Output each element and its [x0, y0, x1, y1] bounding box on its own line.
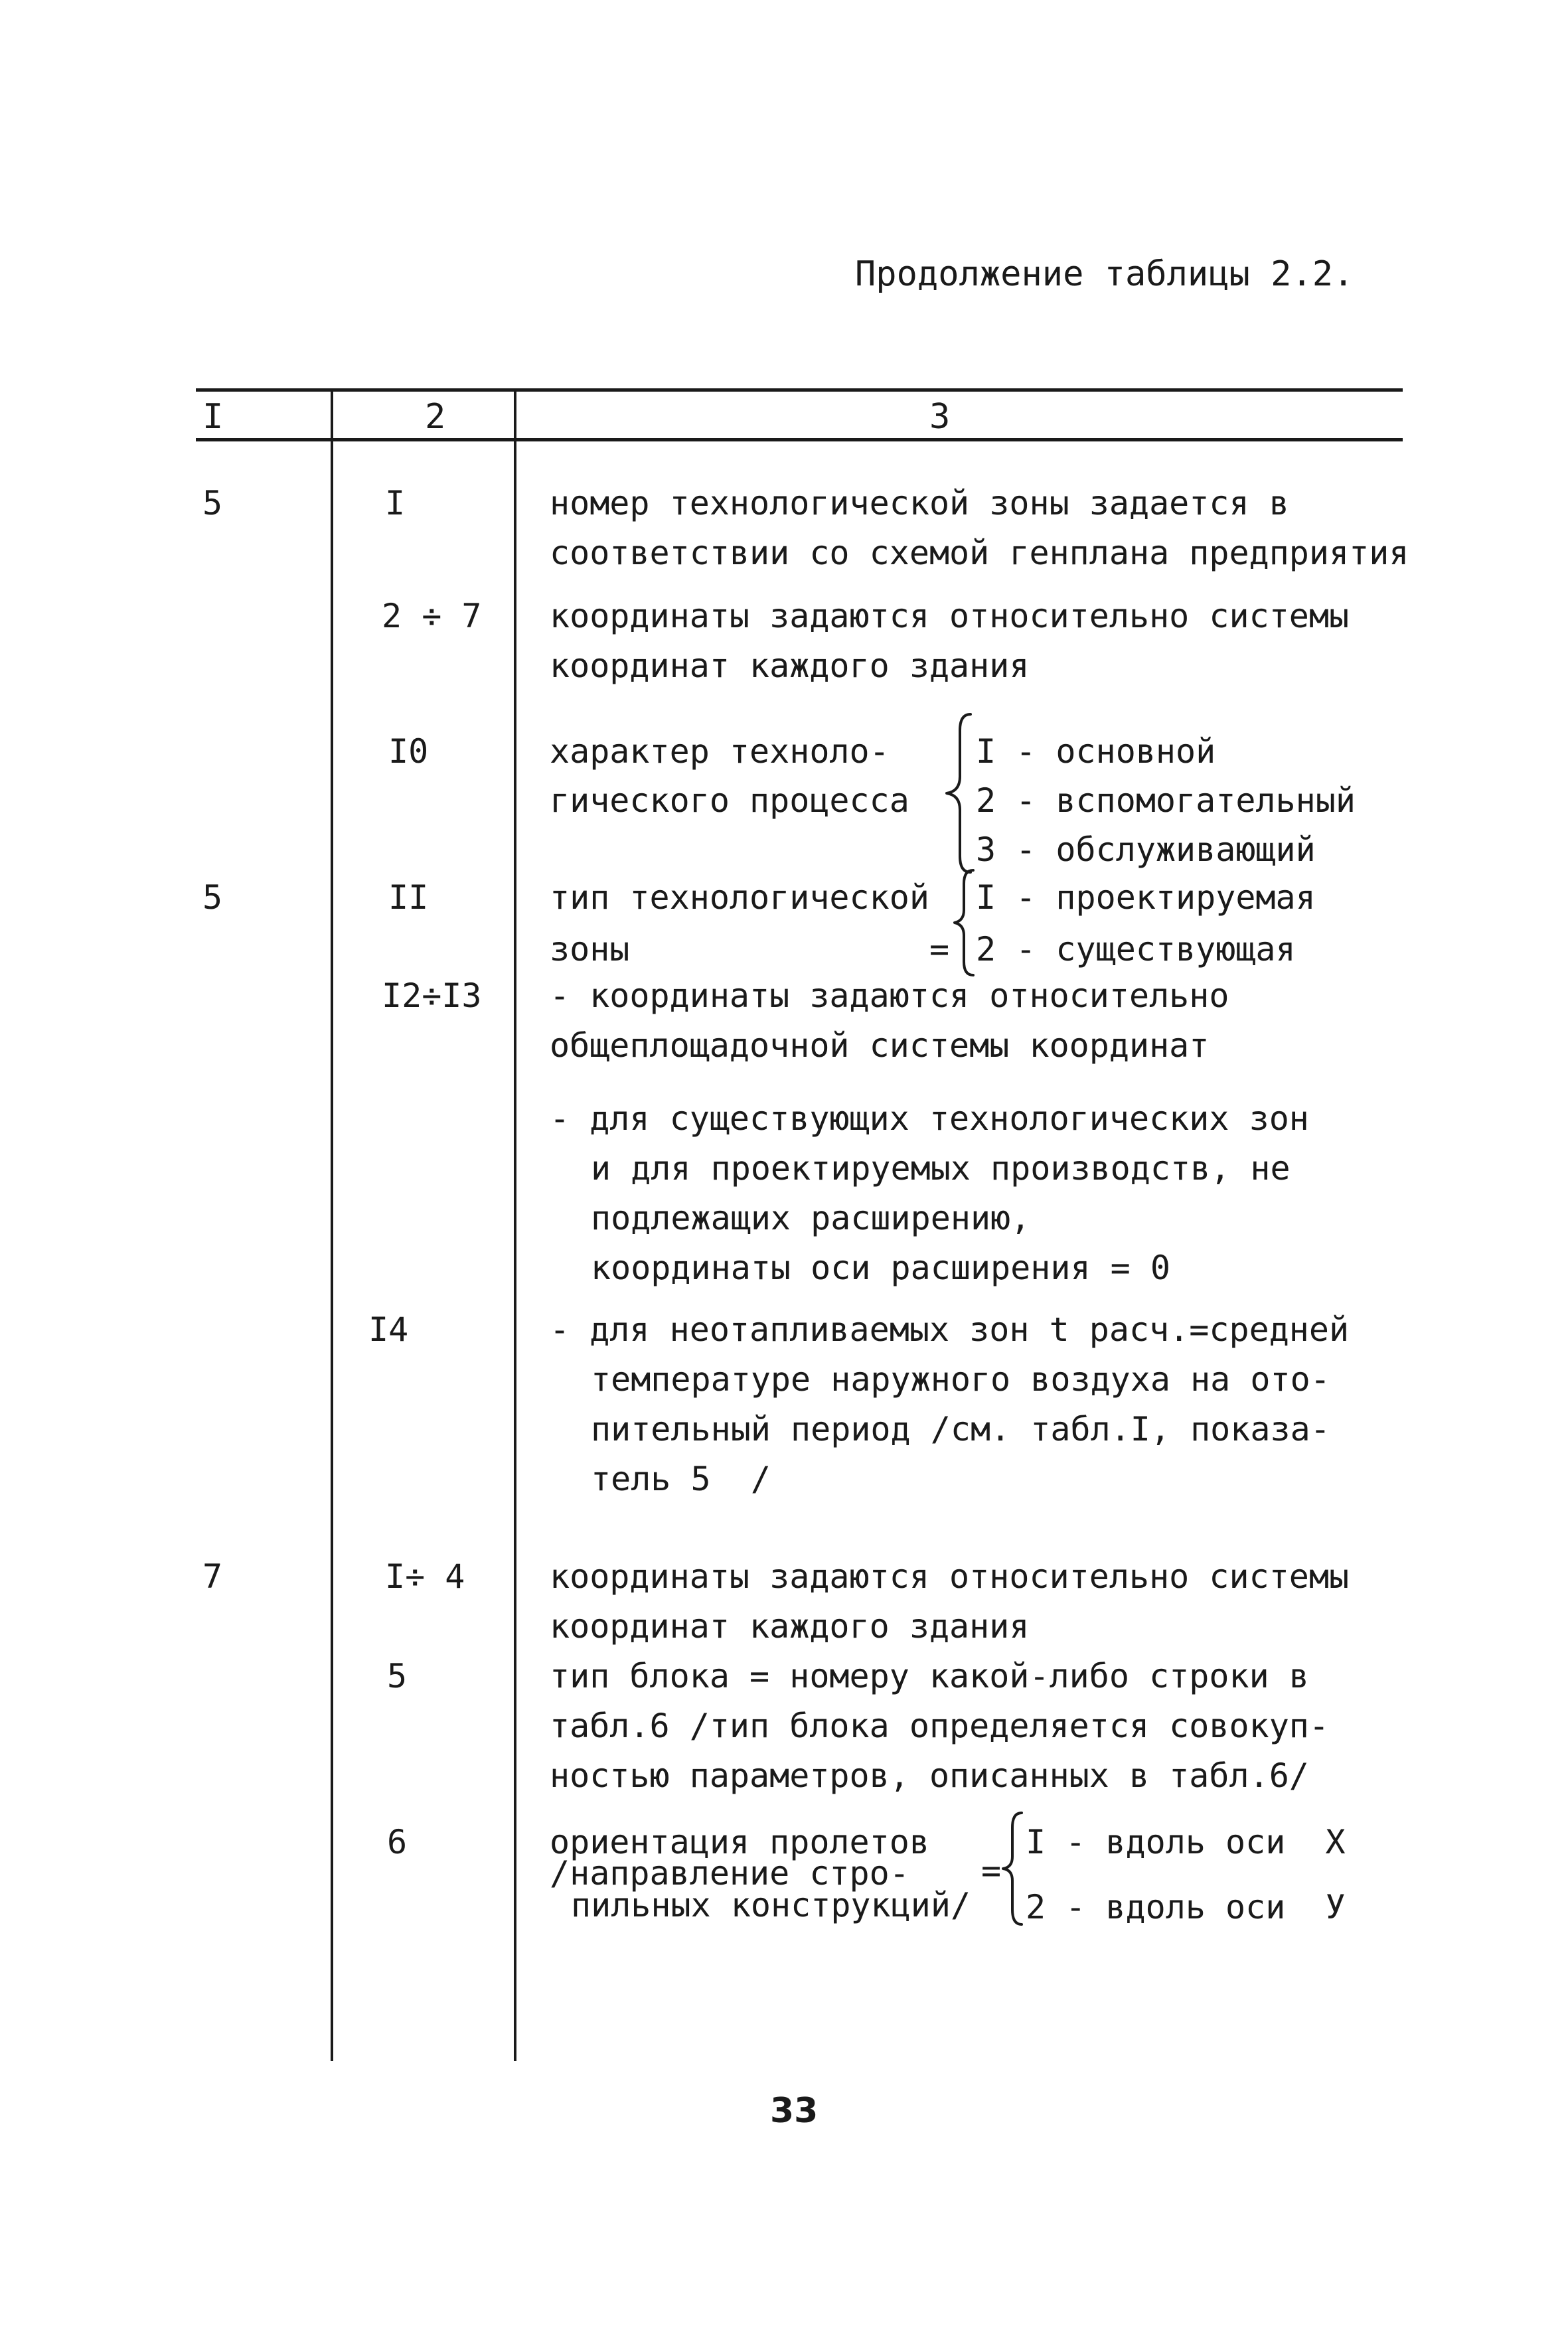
row3-option1: I - основной — [976, 732, 1216, 771]
row6-line4: координаты оси расширения = 0 — [591, 1249, 1170, 1287]
row10-label3: пильных конструкций/ — [571, 1886, 971, 1924]
row3-brace — [941, 710, 975, 876]
row4-label1: тип технологической — [550, 878, 929, 917]
row8-col2: I÷ 4 — [385, 1557, 465, 1596]
row2-col2: 2 ÷ 7 — [382, 597, 482, 635]
column-divider-2 — [514, 388, 516, 2061]
row10-col2: 6 — [387, 1823, 408, 1861]
row6-line3: подлежащих расширению, — [591, 1199, 1031, 1237]
row10-equals: = — [981, 1851, 1002, 1890]
row1-line1: номер технологической зоны задается в — [550, 484, 1289, 522]
table-top-rule — [196, 388, 1403, 392]
row8-col1: 7 — [202, 1557, 223, 1596]
row9-line2: табл.6 /тип блока определяется совокуп- — [550, 1707, 1329, 1745]
row4-option2: 2 - существующая — [976, 930, 1296, 969]
row3-option3: 3 - обслуживающий — [976, 830, 1316, 869]
table-continuation-caption: Продолжение таблицы 2.2. — [855, 254, 1354, 294]
row8-line2: координат каждого здания — [550, 1607, 1030, 1646]
column-header-2: 2 — [425, 397, 446, 437]
row9-line1: тип блока = номеру какой-либо строки в — [550, 1657, 1309, 1695]
row3-col2: I0 — [388, 732, 429, 771]
row7-line1: - для неотапливаемых зон t расч.=средней — [550, 1310, 1350, 1349]
column-header-1: I — [202, 397, 224, 437]
row10-brace — [999, 1809, 1026, 1928]
row7-col2: I4 — [368, 1310, 409, 1349]
row4-equals: = — [929, 930, 950, 969]
table-header-bottom-rule — [196, 438, 1403, 441]
row10-label2: /направление стро- — [550, 1854, 909, 1893]
row3-option2: 2 - вспомогательный — [976, 781, 1356, 820]
row4-brace — [951, 866, 977, 979]
row4-option1: I - проектируемая — [976, 878, 1316, 917]
row7-line2: температуре наружного воздуха на ото- — [591, 1360, 1330, 1399]
row6-line2: и для проектируемых производств, не — [591, 1149, 1291, 1188]
row10-label1: ориентация пролетов — [550, 1823, 929, 1861]
row3-label1: характер техноло- — [550, 732, 890, 771]
row3-label2: гического процесса — [550, 781, 909, 820]
row8-line1: координаты задаются относительно системы — [550, 1557, 1350, 1596]
row7-line3: пительный период /см. табл.I, показа- — [591, 1410, 1330, 1448]
row1-col2: I — [385, 484, 406, 522]
column-divider-1 — [331, 388, 333, 2061]
page-number: 33 — [770, 2091, 819, 2131]
row1-col1: 5 — [202, 484, 223, 522]
row5-line1: - координаты задаются относительно — [550, 976, 1229, 1015]
row6-line1: - для существующих технологических зон — [550, 1099, 1309, 1138]
row9-line3: ностью параметров, описанных в табл.6/ — [550, 1756, 1309, 1795]
row4-col2: II — [388, 878, 429, 917]
row5-col2: I2÷I3 — [382, 976, 482, 1015]
row2-line1: координаты задаются относительно системы — [550, 597, 1350, 635]
row9-col2: 5 — [387, 1657, 408, 1695]
row1-line2: соответствии со схемой генплана предприятия — [550, 534, 1409, 572]
row4-col1: 5 — [202, 878, 223, 917]
row2-line2: координат каждого здания — [550, 647, 1030, 685]
row10-option2: 2 - вдоль оси У — [1026, 1888, 1346, 1926]
row10-option1: I - вдоль оси X — [1026, 1823, 1346, 1861]
row4-label2: зоны — [550, 930, 630, 969]
column-header-3: 3 — [929, 397, 951, 437]
row5-line2: общеплощадочной системы координат — [550, 1026, 1210, 1065]
row7-line4: тель 5 / — [591, 1460, 771, 1498]
